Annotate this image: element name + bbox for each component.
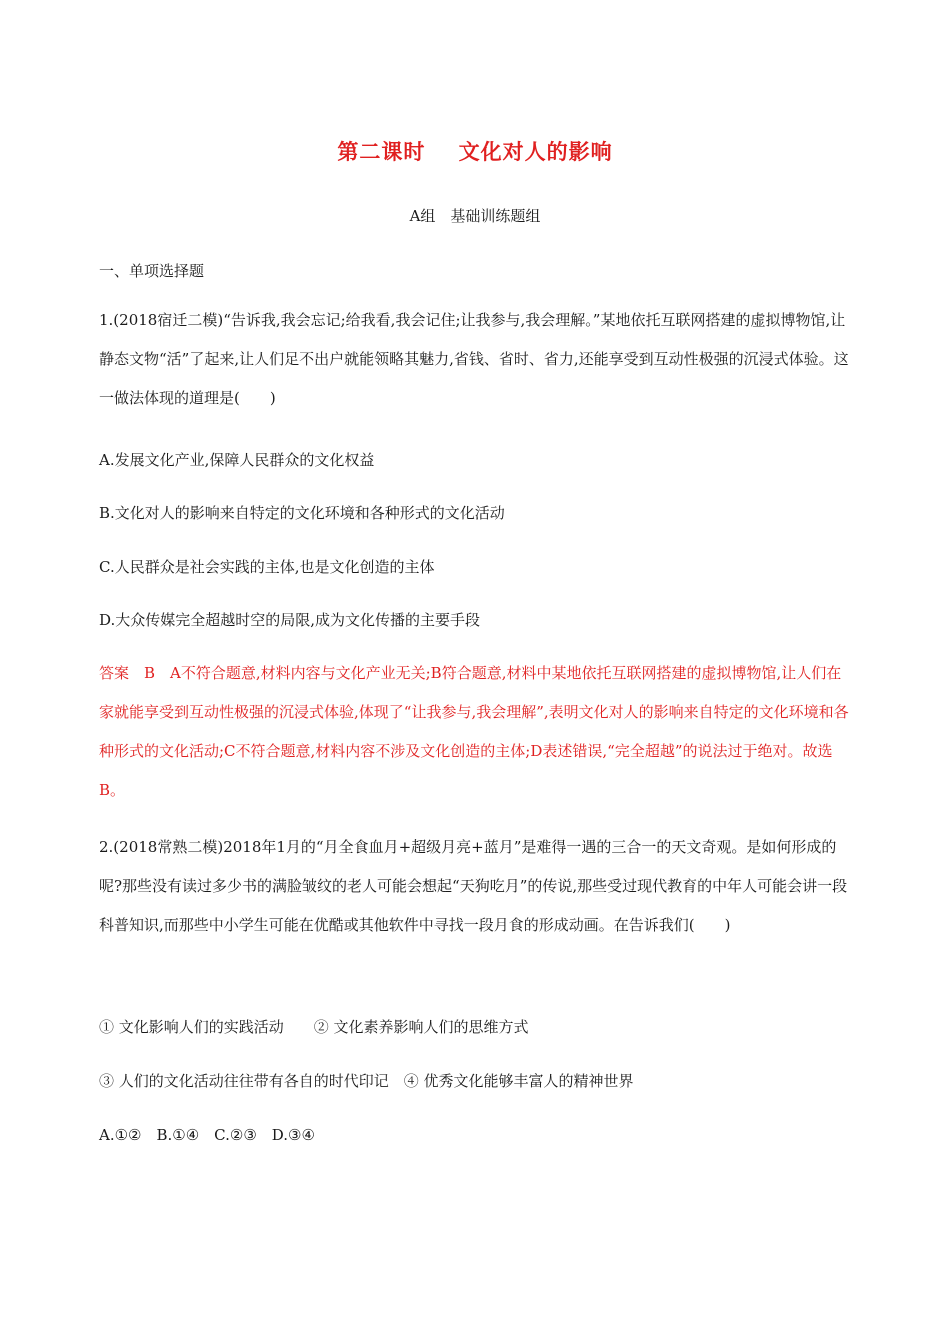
section-heading: 一、单项选择题 bbox=[99, 262, 205, 280]
question-2-stem: 2.(2018常熟二模)2018年1月的“月全食血月+超级月亮+蓝月”是难得一遇的三合一的天文奇观。是如何形成的呢?那些没有读过多少书的满脸皱纹的老人可能会想起“天狗吃月”的传说,那些受过现代教育的中年人可能会讲一段科普知识,而那些中小学生可能在优酷或其他软件中寻找一段月食的形成动画。在告诉我们( ) bbox=[99, 838, 848, 934]
page-title bbox=[0, 136, 950, 166]
group-heading: A组 基础训练题组 bbox=[409, 207, 541, 225]
question-1-answer: 答案 B A不符合题意,材料内容与文化产业无关;B符合题意,材料中某地依托互联网搭建的虚拟博物馆,让人们在家就能享受到互动性极强的沉浸式体验,体现了“让我参与,我会理解”,表明文化对人的影响来自特定的文化环境和各种形式的文化活动;C不符合题意,材料内容不涉及文化创造的主体;D表述错误,“完全超越”的说法过于绝对。故选B。 bbox=[99, 664, 849, 799]
question-1-option-c: C.人民群众是社会实践的主体,也是文化创造的主体 bbox=[99, 558, 435, 576]
question-1-stem: 1.(2018宿迁二模)“告诉我,我会忘记;给我看,我会记住;让我参与,我会理解。”某地依托互联网搭建的虚拟博物馆,让静态文物“活”了起来,让人们足不出户就能领略其魅力,省钱、省时、省力,还能享受到互动性极强的沉浸式体验。这一做法体现的道理是( ) bbox=[99, 311, 849, 407]
question-1-option-b: B.文化对人的影响来自特定的文化环境和各种形式的文化活动 bbox=[99, 504, 505, 522]
question-1-option-a: A.发展文化产业,保障人民群众的文化权益 bbox=[99, 451, 375, 469]
title-part-1: 第二课时 bbox=[337, 140, 426, 164]
question-2-statements-2: ③ 人们的文化活动往往带有各自的时代印记 ④ 优秀文化能够丰富人的精神世界 bbox=[99, 1072, 634, 1090]
title-part-2: 文化对人的影响 bbox=[458, 140, 613, 164]
question-2-options: A.①② B.①④ C.②③ D.③④ bbox=[99, 1126, 315, 1144]
question-1-option-d: D.大众传媒完全超越时空的局限,成为文化传播的主要手段 bbox=[99, 611, 481, 629]
question-2-statements-1: ① 文化影响人们的实践活动 ② 文化素养影响人们的思维方式 bbox=[99, 1018, 529, 1036]
